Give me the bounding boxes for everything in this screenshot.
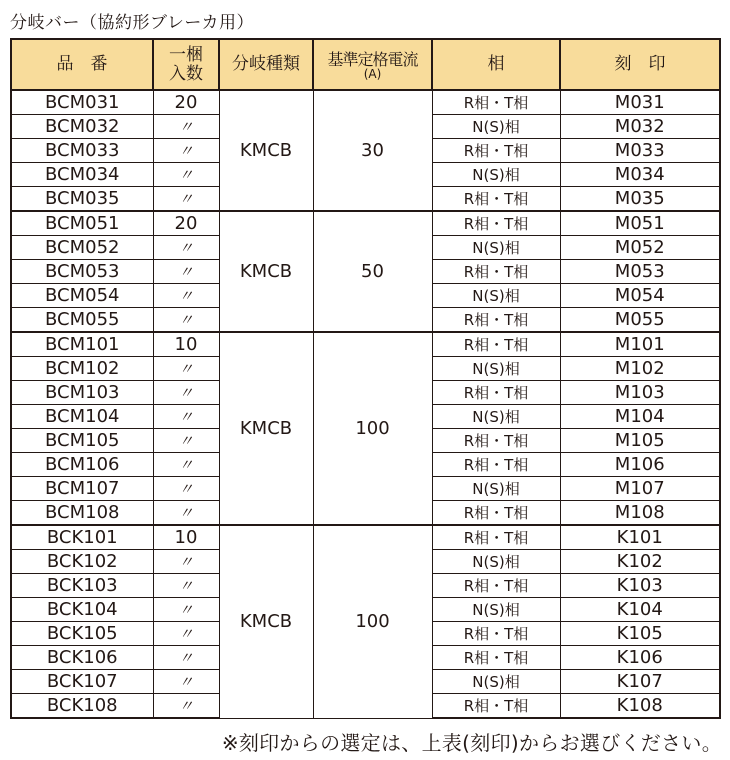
cell-quantity: 〃 xyxy=(153,284,219,308)
selection-note: ※刻印からの選定は、上表(刻印)からお選びください。 xyxy=(221,731,722,755)
cell-part-no: BCM031 xyxy=(11,90,153,115)
cell-part-no: BCK103 xyxy=(11,574,153,598)
cell-marking: M051 xyxy=(560,211,720,236)
cell-part-no: BCM035 xyxy=(11,187,153,212)
cell-phase: R相・T相 xyxy=(432,525,560,550)
cell-marking: K104 xyxy=(560,598,720,622)
cell-phase: R相・T相 xyxy=(432,694,560,719)
cell-branch-type: KMCB xyxy=(219,211,313,332)
cell-quantity: 〃 xyxy=(153,477,219,501)
cell-phase: N(S)相 xyxy=(432,598,560,622)
cell-marking: K105 xyxy=(560,622,720,646)
cell-quantity: 〃 xyxy=(153,115,219,139)
cell-part-no: BCM054 xyxy=(11,284,153,308)
cell-phase: N(S)相 xyxy=(432,357,560,381)
cell-part-no: BCM103 xyxy=(11,381,153,405)
cell-phase: R相・T相 xyxy=(432,260,560,284)
cell-phase: N(S)相 xyxy=(432,477,560,501)
cell-part-no: BCK101 xyxy=(11,525,153,550)
cell-quantity: 〃 xyxy=(153,670,219,694)
cell-part-no: BCK104 xyxy=(11,598,153,622)
cell-quantity: 〃 xyxy=(153,694,219,719)
cell-part-no: BCM106 xyxy=(11,453,153,477)
cell-part-no: BCM033 xyxy=(11,139,153,163)
cell-phase: R相・T相 xyxy=(432,574,560,598)
cell-phase: N(S)相 xyxy=(432,405,560,429)
cell-marking: M032 xyxy=(560,115,720,139)
cell-marking: K103 xyxy=(560,574,720,598)
cell-quantity: 〃 xyxy=(153,163,219,187)
table-row xyxy=(11,525,720,550)
cell-marking: K106 xyxy=(560,646,720,670)
cell-marking: M033 xyxy=(560,139,720,163)
cell-part-no: BCK102 xyxy=(11,550,153,574)
header-phase: 相 xyxy=(432,39,560,90)
cell-quantity: 〃 xyxy=(153,574,219,598)
cell-quantity: 〃 xyxy=(153,260,219,284)
cell-quantity: 〃 xyxy=(153,622,219,646)
cell-quantity: 20 xyxy=(153,90,219,115)
header-quantity-line1: 一梱 xyxy=(169,44,203,65)
cell-quantity: 10 xyxy=(153,332,219,357)
cell-marking: K102 xyxy=(560,550,720,574)
cell-phase: R相・T相 xyxy=(432,622,560,646)
header-quantity xyxy=(153,39,219,90)
table-row xyxy=(11,332,720,357)
cell-part-no: BCM104 xyxy=(11,405,153,429)
cell-phase: R相・T相 xyxy=(432,187,560,212)
cell-phase: N(S)相 xyxy=(432,550,560,574)
cell-rated-current: 30 xyxy=(313,90,432,211)
cell-marking: M031 xyxy=(560,90,720,115)
cell-phase: R相・T相 xyxy=(432,429,560,453)
cell-quantity: 〃 xyxy=(153,429,219,453)
cell-quantity: 〃 xyxy=(153,236,219,260)
cell-quantity: 〃 xyxy=(153,501,219,526)
cell-rated-current: 50 xyxy=(313,211,432,332)
cell-marking: K108 xyxy=(560,694,720,719)
cell-marking: M101 xyxy=(560,332,720,357)
cell-rated-current: 100 xyxy=(313,525,432,718)
cell-phase: N(S)相 xyxy=(432,236,560,260)
cell-phase: R相・T相 xyxy=(432,646,560,670)
cell-phase: N(S)相 xyxy=(432,284,560,308)
cell-phase: R相・T相 xyxy=(432,501,560,526)
cell-quantity: 〃 xyxy=(153,139,219,163)
cell-part-no: BCM052 xyxy=(11,236,153,260)
header-rated-current xyxy=(313,39,432,90)
header-marking: 刻 印 xyxy=(560,39,720,90)
cell-phase: N(S)相 xyxy=(432,115,560,139)
cell-quantity: 〃 xyxy=(153,187,219,212)
cell-marking: M105 xyxy=(560,429,720,453)
cell-marking: M108 xyxy=(560,501,720,526)
cell-phase: N(S)相 xyxy=(432,163,560,187)
cell-quantity: 〃 xyxy=(153,357,219,381)
cell-phase: R相・T相 xyxy=(432,308,560,333)
cell-phase: R相・T相 xyxy=(432,453,560,477)
cell-rated-current: 100 xyxy=(313,332,432,525)
cell-marking: M055 xyxy=(560,308,720,333)
cell-part-no: BCM055 xyxy=(11,308,153,333)
cell-part-no: BCK107 xyxy=(11,670,153,694)
cell-quantity: 〃 xyxy=(153,308,219,333)
cell-part-no: BCM034 xyxy=(11,163,153,187)
cell-marking: K101 xyxy=(560,525,720,550)
cell-phase: R相・T相 xyxy=(432,381,560,405)
cell-quantity: 20 xyxy=(153,211,219,236)
cell-marking: M034 xyxy=(560,163,720,187)
cell-marking: M106 xyxy=(560,453,720,477)
cell-phase: R相・T相 xyxy=(432,139,560,163)
cell-marking: M107 xyxy=(560,477,720,501)
cell-part-no: BCK105 xyxy=(11,622,153,646)
cell-part-no: BCM107 xyxy=(11,477,153,501)
cell-phase: R相・T相 xyxy=(432,211,560,236)
cell-quantity: 〃 xyxy=(153,550,219,574)
header-row xyxy=(11,39,720,90)
cell-part-no: BCM105 xyxy=(11,429,153,453)
cell-quantity: 〃 xyxy=(153,453,219,477)
cell-quantity: 10 xyxy=(153,525,219,550)
cell-part-no: BCK108 xyxy=(11,694,153,719)
cell-branch-type: KMCB xyxy=(219,90,313,211)
cell-quantity: 〃 xyxy=(153,598,219,622)
cell-part-no: BCM101 xyxy=(11,332,153,357)
cell-part-no: BCM053 xyxy=(11,260,153,284)
header-rated-current-label: 基準定格電流 xyxy=(327,49,418,69)
cell-part-no: BCM108 xyxy=(11,501,153,526)
cell-marking: M104 xyxy=(560,405,720,429)
table-body xyxy=(11,90,720,718)
cell-branch-type: KMCB xyxy=(219,332,313,525)
cell-marking: M053 xyxy=(560,260,720,284)
cell-branch-type: KMCB xyxy=(219,525,313,718)
cell-marking: M103 xyxy=(560,381,720,405)
header-quantity-line2: 入数 xyxy=(169,63,203,84)
cell-quantity: 〃 xyxy=(153,381,219,405)
cell-marking: M052 xyxy=(560,236,720,260)
cell-part-no: BCK106 xyxy=(11,646,153,670)
cell-marking: M102 xyxy=(560,357,720,381)
cell-marking: M035 xyxy=(560,187,720,212)
header-rated-current-unit: (A) xyxy=(363,66,382,81)
cell-marking: K107 xyxy=(560,670,720,694)
cell-phase: R相・T相 xyxy=(432,332,560,357)
table-row xyxy=(11,90,720,115)
header-branch-type: 分岐種類 xyxy=(219,39,313,90)
cell-part-no: BCM102 xyxy=(11,357,153,381)
cell-phase: N(S)相 xyxy=(432,670,560,694)
branch-bar-spec-table xyxy=(10,38,721,719)
table-title: 分岐バー（協約形ブレーカ用） xyxy=(10,13,254,33)
cell-quantity: 〃 xyxy=(153,405,219,429)
cell-phase: R相・T相 xyxy=(432,90,560,115)
cell-quantity: 〃 xyxy=(153,646,219,670)
cell-marking: M054 xyxy=(560,284,720,308)
cell-part-no: BCM051 xyxy=(11,211,153,236)
table-row xyxy=(11,211,720,236)
cell-part-no: BCM032 xyxy=(11,115,153,139)
header-part-no: 品 番 xyxy=(11,39,153,90)
